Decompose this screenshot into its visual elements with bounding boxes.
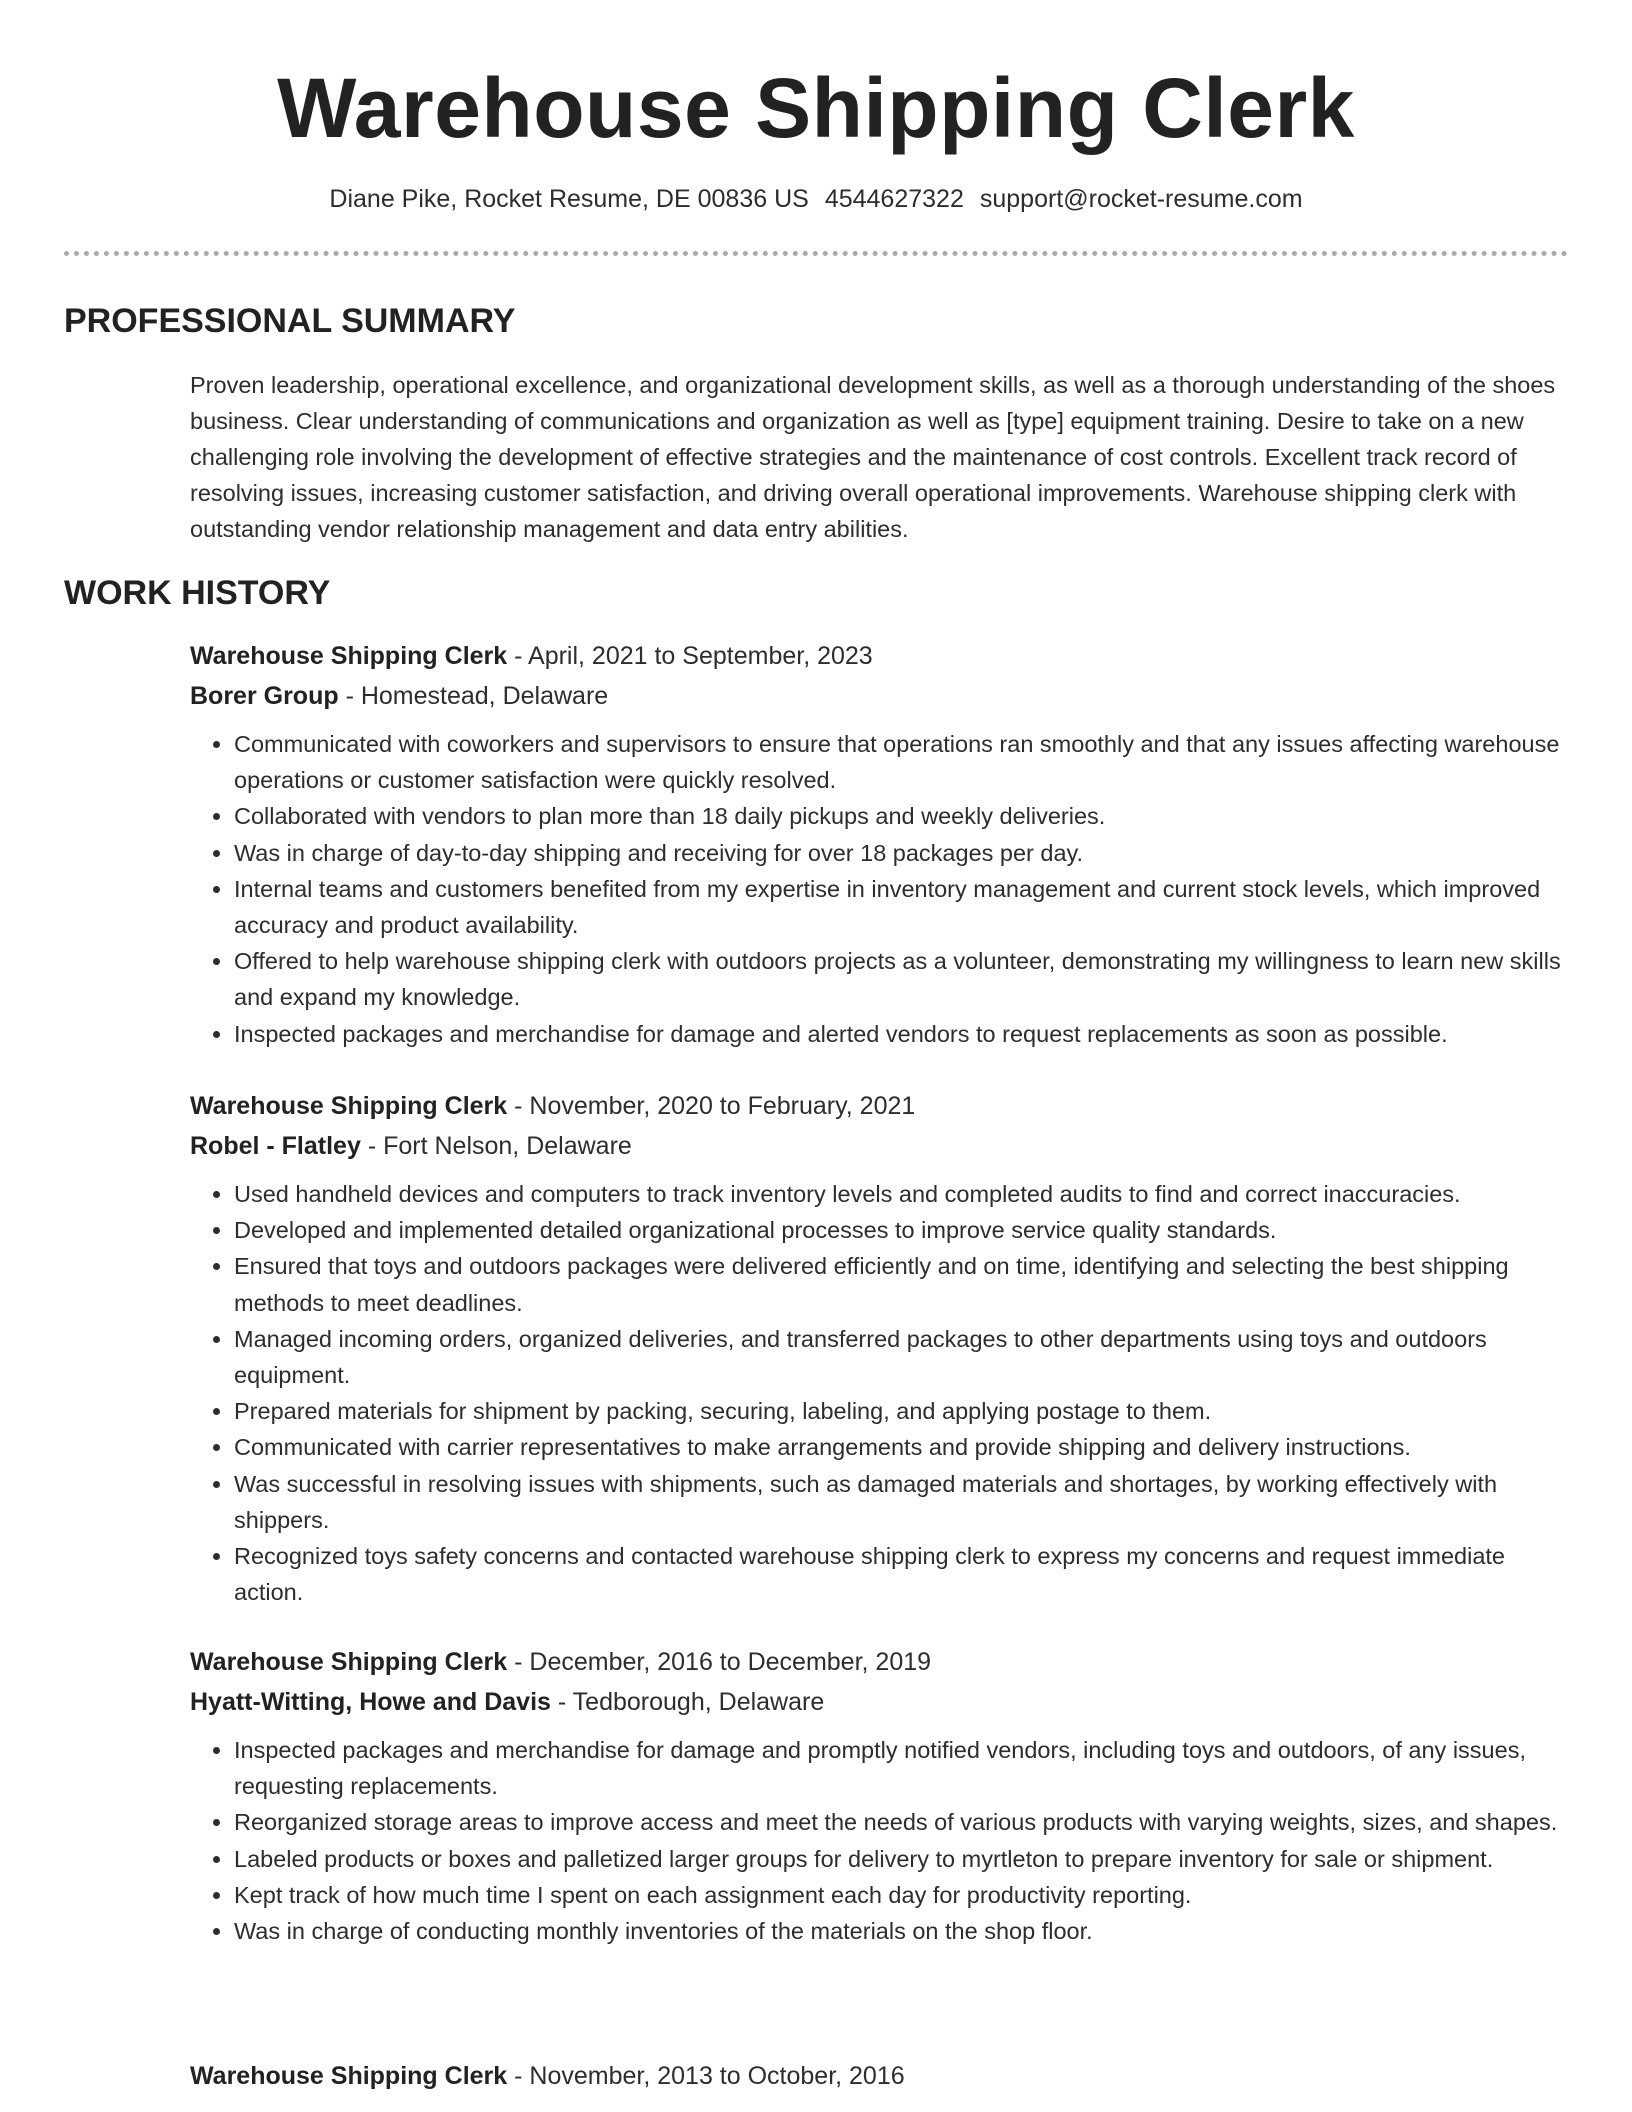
job-bullet: • Managed incoming orders, organized deliveries, and transferred packages to other departments using toys and outdoors equipment. <box>234 1321 1570 1393</box>
job-company-line <box>190 1126 1570 1166</box>
job-company: Borer Group <box>190 682 339 710</box>
job-bullets <box>190 726 1570 1052</box>
job-entry <box>190 2056 1570 2096</box>
job-dates: - April, 2021 to September, 2023 <box>507 642 873 670</box>
job-dates: - November, 2013 to October, 2016 <box>507 2062 905 2090</box>
job-bullet: • Developed and implemented detailed organizational processes to improve service quality standards. <box>234 1212 1570 1248</box>
job-bullet: • Used handheld devices and computers to track inventory levels and completed audits to find and correct inaccuracies. <box>234 1176 1570 1212</box>
job-entry <box>190 1642 1570 1949</box>
job-title-line <box>190 1086 1570 1126</box>
job-company: Hyatt-Witting, Howe and Davis <box>190 1688 551 1716</box>
resume-title: Warehouse Shipping Clerk <box>277 61 1355 155</box>
job-location: - Homestead, Delaware <box>338 682 609 710</box>
job-dates: - December, 2016 to December, 2019 <box>507 1648 932 1676</box>
contact-line <box>0 182 1632 216</box>
job-bullet: • Was in charge of conducting monthly inventories of the materials on the shop floor. <box>234 1913 1570 1949</box>
job-bullet: • Collaborated with vendors to plan more than 18 daily pickups and weekly deliveries. <box>234 798 1570 834</box>
job-bullet: • Was in charge of day-to-day shipping and receiving for over 18 packages per day. <box>234 835 1570 871</box>
job-role: Warehouse Shipping Clerk <box>190 1092 508 1120</box>
job-bullet: • Internal teams and customers benefited from my expertise in inventory management and current stock levels, which improved accuracy and product availability. <box>234 871 1570 943</box>
job-bullet: • Was successful in resolving issues with shipments, such as damaged materials and shortages, by working effectively with shippers. <box>234 1466 1570 1538</box>
header-divider <box>64 251 1568 256</box>
summary-text: Proven leadership, operational excellence, and organizational development skills, as well as a thorough understanding of the shoes business. Clear understanding of communications and organization as well as [type] equipment training. Desire to take on a new challenging role involving the development of effective strategies and the maintenance of cost controls. Excellent track record of resolving issues, increasing customer satisfaction, and driving overall operational improvements. Warehouse shipping clerk with outstanding vendor relationship management and data entry abilities. <box>190 372 1556 542</box>
job-bullets <box>190 1732 1570 1949</box>
job-bullet: • Reorganized storage areas to improve access and meet the needs of various products with varying weights, sizes, and shapes. <box>234 1804 1570 1840</box>
job-role: Warehouse Shipping Clerk <box>190 642 508 670</box>
job-bullet: • Recognized toys safety concerns and contacted warehouse shipping clerk to express my concerns and request immediate action. <box>234 1538 1570 1610</box>
job-bullet: • Inspected packages and merchandise for damage and alerted vendors to request replacements as soon as possible. <box>234 1016 1570 1052</box>
job-entry <box>190 636 1570 1052</box>
contact-email: support@rocket-resume.com <box>979 185 1303 213</box>
job-bullet: • Ensured that toys and outdoors packages were delivered efficiently and on time, identifying and selecting the best shipping methods to meet deadlines. <box>234 1248 1570 1320</box>
job-bullet: • Inspected packages and merchandise for damage and promptly notified vendors, including toys and outdoors, of any issues, requesting replacements. <box>234 1732 1570 1804</box>
job-company-line <box>190 1682 1570 1722</box>
job-bullet: • Kept track of how much time I spent on each assignment each day for productivity reporting. <box>234 1877 1570 1913</box>
job-bullet: • Offered to help warehouse shipping clerk with outdoors projects as a volunteer, demonstrating my willingness to learn new skills and expand my knowledge. <box>234 943 1570 1015</box>
contact-phone: 4544627322 <box>824 185 964 213</box>
contact-address: Diane Pike, Rocket Resume, DE 00836 US <box>329 185 809 213</box>
job-entry <box>190 1086 1570 1610</box>
job-location: - Tedborough, Delaware <box>550 1688 825 1716</box>
job-dates: - November, 2020 to February, 2021 <box>507 1092 916 1120</box>
job-bullet: • Communicated with carrier representatives to make arrangements and provide shipping and delivery instructions. <box>234 1429 1570 1465</box>
job-bullet: • Prepared materials for shipment by packing, securing, labeling, and applying postage to them. <box>234 1393 1570 1429</box>
job-title-line <box>190 636 1570 676</box>
job-bullet: • Labeled products or boxes and palletized larger groups for delivery to myrtleton to prepare inventory for sale or shipment. <box>234 1841 1570 1877</box>
job-role: Warehouse Shipping Clerk <box>190 1648 508 1676</box>
work-history-heading: WORK HISTORY <box>64 574 331 612</box>
job-company-line <box>190 676 1570 716</box>
job-location: - Fort Nelson, Delaware <box>360 1132 632 1160</box>
job-role: Warehouse Shipping Clerk <box>190 2062 508 2090</box>
job-title-line <box>190 1642 1570 1682</box>
job-company: Robel - Flatley <box>190 1132 361 1160</box>
job-bullet: • Communicated with coworkers and supervisors to ensure that operations ran smoothly and that any issues affecting warehouse operations or customer satisfaction were quickly resolved. <box>234 726 1570 798</box>
job-title-line <box>190 2056 1570 2096</box>
summary-heading: PROFESSIONAL SUMMARY <box>64 302 516 340</box>
job-bullets <box>190 1176 1570 1610</box>
